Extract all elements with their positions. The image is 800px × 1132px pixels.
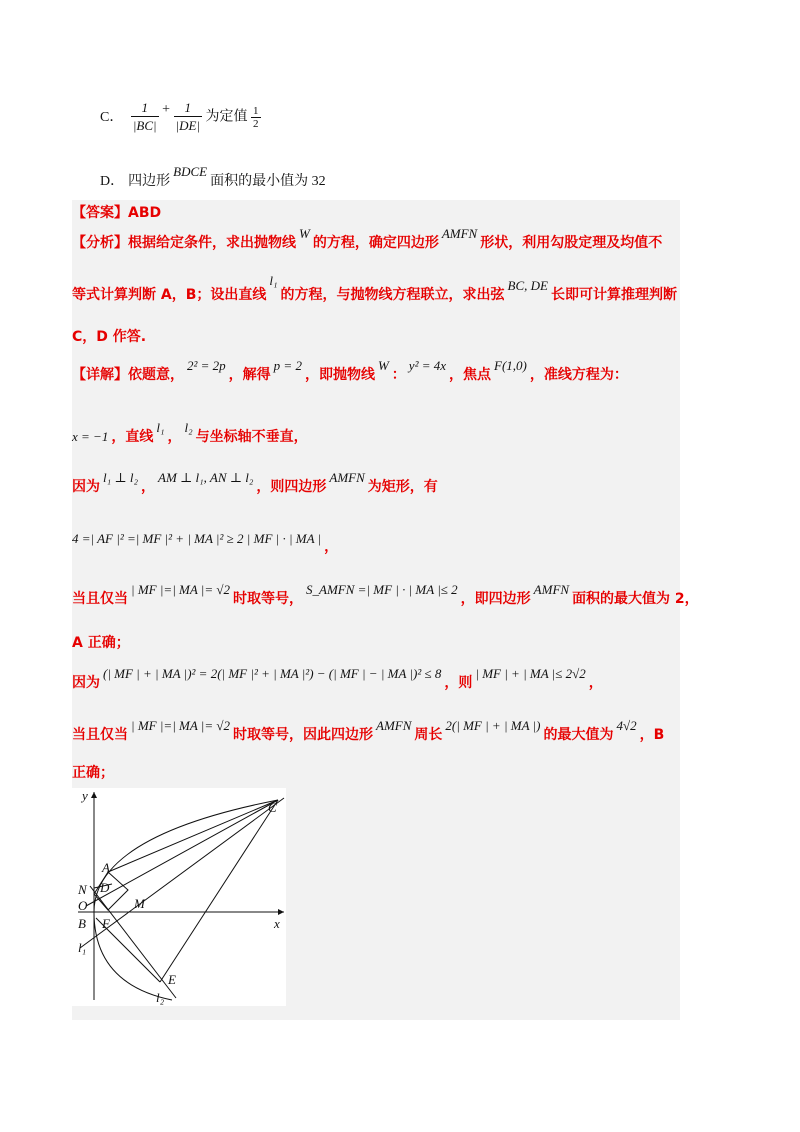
text: 形状，利用勾股定理及均值不 <box>480 235 663 251</box>
math: l₁ <box>269 273 278 288</box>
math: BC, DE <box>507 278 548 293</box>
option-d-text1: 四边形 <box>128 174 171 189</box>
fraction-one-over-de <box>174 100 202 135</box>
text: ，则四边形 <box>256 479 327 495</box>
fraction-numerator: 1 <box>253 105 259 117</box>
option-d <box>100 164 326 190</box>
math: AMFN <box>376 718 412 733</box>
fraction-one-half <box>251 105 261 130</box>
math: 4√2 <box>616 718 637 733</box>
text: 【详解】依题意， <box>72 367 184 383</box>
label-n: N <box>78 882 87 897</box>
text: ， <box>324 539 339 555</box>
label-b: B <box>78 916 86 931</box>
math: S_AMFN =| MF | · | MA |≤ 2 <box>306 582 458 597</box>
detail-line-7 <box>72 666 603 692</box>
math: AMFN <box>441 226 478 241</box>
fraction-one-over-bc <box>131 100 159 135</box>
text: 周长 <box>414 727 443 743</box>
line-l1 <box>80 798 284 948</box>
text: 与坐标轴不垂直， <box>195 429 308 445</box>
text: ，解得 <box>228 367 271 383</box>
option-d-label: D． <box>100 174 125 189</box>
math: AMFN <box>329 470 365 485</box>
text: 面积的最大值为 2， <box>572 591 699 607</box>
text: 因为 <box>72 675 100 691</box>
answer-line: 【答案】ABD <box>72 205 162 221</box>
label-f: F <box>102 916 110 931</box>
math: W <box>299 226 310 241</box>
math: | MF | + | MA |≤ 2√2 <box>475 666 586 681</box>
text: 长即可计算推理判断 <box>550 287 677 303</box>
math: | MF |=| MA |= √2 <box>131 718 231 733</box>
analysis-line-3: C，D 作答. <box>72 329 147 345</box>
math: l₂ <box>184 420 193 435</box>
text: 【分析】根据给定条件，求出抛物线 <box>72 235 296 251</box>
label-l1: l₁ <box>78 940 87 955</box>
label-y: y <box>82 788 88 803</box>
text: ，焦点 <box>449 367 492 383</box>
math: l₁ <box>156 420 165 435</box>
math: | MF |=| MA |= √2 <box>131 582 231 597</box>
label-o: O <box>78 898 88 913</box>
math: AM ⊥ l₁, AN ⊥ l₂ <box>158 470 254 485</box>
math: l₁ ⊥ l₂ <box>103 470 138 485</box>
text: 的最大值为 <box>543 727 614 743</box>
label-a: A <box>102 860 110 875</box>
text: ， <box>167 429 182 445</box>
label-d: D <box>100 880 110 895</box>
text: 为矩形，有 <box>367 479 438 495</box>
parabola <box>94 800 278 1000</box>
math: W <box>377 358 389 373</box>
detail-line-5 <box>72 582 699 608</box>
text: 的方程，与抛物线方程联立，求出弦 <box>280 287 505 303</box>
text: 的方程，确定四边形 <box>312 235 439 251</box>
text: ， <box>588 675 603 691</box>
fraction-denominator: 2 <box>253 118 259 130</box>
text: ，则 <box>444 675 473 691</box>
fraction-numerator: 1 <box>141 100 148 115</box>
text: 当且仅当 <box>72 591 128 607</box>
math: AMFN <box>533 582 570 597</box>
detail-line-8 <box>72 718 665 744</box>
label-l2: l₂ <box>156 990 165 1005</box>
math: F(1,0) <box>494 358 527 373</box>
detail-line-3 <box>72 470 438 496</box>
fraction-numerator: 1 <box>184 100 191 115</box>
fraction-denominator: |BC| <box>132 118 157 133</box>
detail-line-1 <box>72 358 628 384</box>
fraction-denominator: |DE| <box>175 118 200 133</box>
option-c-label: C． <box>100 109 124 125</box>
label-c: C <box>268 800 277 815</box>
analysis-line-2 <box>72 273 677 304</box>
math: 4 =| AF |² =| MF |² + | MA |² ≥ 2 | MF | · | MA | <box>72 531 322 546</box>
math: y² = 4x <box>408 358 447 373</box>
detail-line-2 <box>72 420 308 446</box>
figure-svg <box>72 788 286 1006</box>
math: (| MF | + | MA |)² = 2(| MF |² + | MA |²) − (| MF | − | MA |)² ≤ 8 <box>103 666 442 681</box>
math: x = −1 <box>72 429 109 444</box>
text: ，直线 <box>111 429 154 445</box>
line-l2 <box>90 886 176 998</box>
text: 当且仅当 <box>72 727 128 743</box>
text: ： <box>391 367 406 383</box>
analysis-line-1 <box>72 226 663 252</box>
label-x: x <box>274 916 280 931</box>
label-m: M <box>134 896 145 911</box>
text: 时取等号， <box>233 591 304 607</box>
text: ，B <box>639 727 665 743</box>
math: 2² = 2p <box>187 358 226 373</box>
option-d-math: BDCE <box>173 164 208 179</box>
option-d-text2: 面积的最小值为 32 <box>210 174 326 189</box>
option-c <box>100 100 261 135</box>
text: 等式计算判断 A，B；设出直线 <box>72 287 267 303</box>
text: ， <box>141 479 155 495</box>
text: ，即抛物线 <box>304 367 375 383</box>
chord-bc-lower <box>86 800 278 906</box>
detail-line-6: A 正确； <box>72 635 130 651</box>
detail-line-9: 正确； <box>72 765 114 781</box>
geometry-figure <box>72 788 286 1006</box>
label-e: E <box>168 972 176 987</box>
text: 时取等号，因此四边形 <box>233 727 374 743</box>
math: 2(| MF | + | MA |) <box>445 718 541 733</box>
option-c-text: 为定值 <box>205 109 248 125</box>
chord-ac <box>108 800 278 872</box>
text: ，即四边形 <box>460 591 531 607</box>
detail-line-4 <box>72 528 339 555</box>
plus-sign: + <box>162 101 171 117</box>
text: ，准线方程为： <box>529 367 628 383</box>
math: p = 2 <box>273 358 302 373</box>
text: 因为 <box>72 479 100 495</box>
